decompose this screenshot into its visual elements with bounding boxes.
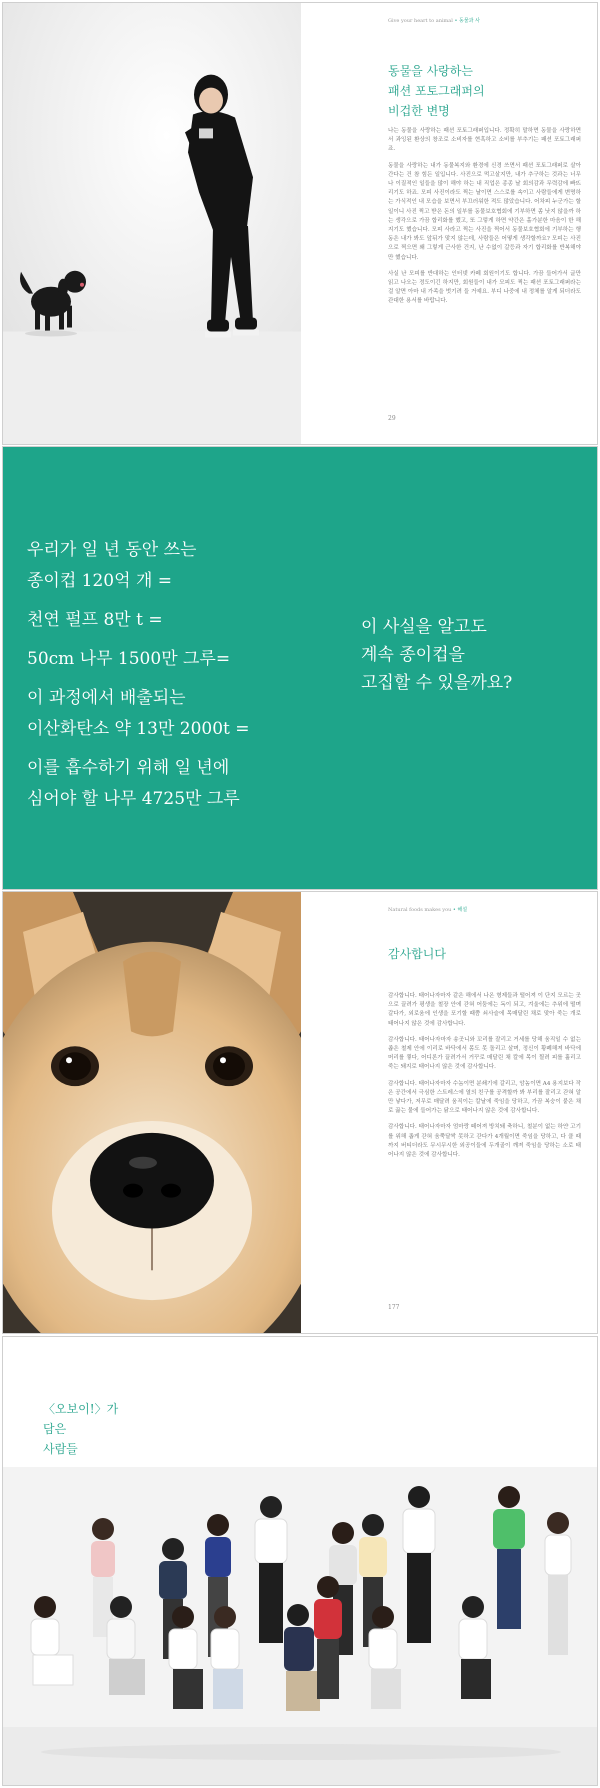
chapter-title-line: 동물을 사랑하는 xyxy=(388,64,473,78)
essay-body xyxy=(388,127,581,314)
essay-paragraph: 감사합니다. 태어나자마자 같은 해에서 나온 형제들과 떨어져 이 단지 모르는 곳으로 끌려가 평생을 철장 안에 갇혀 어둠에는 독이 되고, 겨울에는 추위에 떨며 갈다가, 외로움에 인생을 포기할 때쯤 쇠사슬에 목매달린 채로 맞아 죽는 개로 태어나지 않은 것에 감사합니다. xyxy=(388,993,581,1027)
paper-cup-statistics xyxy=(27,535,250,815)
statistic-line: 이 과정에서 배출되는 xyxy=(27,688,186,708)
statistic-line: 천연 펄프 8만 t = xyxy=(27,610,163,630)
chapter-title-line: 패션 포토그래퍼의 xyxy=(388,84,485,98)
essay-body xyxy=(388,992,581,1167)
statistic-line: 종이컵 120억 개 = xyxy=(27,571,173,591)
question-line: 이 사실을 알고도 xyxy=(361,617,487,637)
running-head-title: Give your heart to animal xyxy=(388,18,453,24)
running-head-section: • 해설 xyxy=(451,907,468,913)
running-head-title: Natural foods makes you xyxy=(388,907,452,913)
text-page xyxy=(303,3,597,444)
chapter-title xyxy=(388,61,485,121)
spread-thank-you xyxy=(2,891,598,1334)
essay-paragraph: 사실 난 모피를 반대하는 인터넷 카페 회원이기도 합니다. 가끔 들어가서 글만 읽고 나오는 정도이긴 하지만, 회원들이 내가 모피도 찍는 패션 포토그래퍼라는 걸 알면 아마 내 가족을 벗기려 들 거예요. 부디 나중에 내 정체를 알게 되더라도 관대한 용서를 바랍니다. xyxy=(388,270,581,305)
question-line: 계속 종이컵을 xyxy=(361,645,465,665)
spread-photographer xyxy=(2,2,598,445)
dog-face-closeup-photo xyxy=(3,892,301,1333)
spread-credits xyxy=(2,1336,598,1786)
essay-paragraph: 감사합니다. 태어나자마자 송곳니와 꼬리를 잘리고 거세를 당해 움직일 수 없는 좁은 철제 안에 이리로 바닥에서 몸도 못 돌리고 살며, 정신이 황폐해져 바닥에 머리를 찧다, 어디론가 끌려가서 거꾸로 매달린 채 칼에 목이 찔려 피를 흘리고 죽는 돼지로 태어나지 않은 것에 감사합니다. xyxy=(388,1036,581,1071)
credits-title-line: 담은 xyxy=(43,1422,67,1436)
essay-paragraph: 감사합니다. 태어나자마자 수놈이면 분쇄기에 갈리고, 암놈이면 A4 용지보다 작은 공간에서 극심한 스트레스에 열의 친구를 공격할까 봐 부리를 잘리고 갇혀 알만 낳다가, 저무로 매달려 움직이는 칼날에 죽임을 당하고, 가끔 복숭이 붙은 채로 끓는 물에 들어가는 닭으로 태어나지 않은 것에 감사합니다. xyxy=(388,1080,581,1115)
credits-title-line: 〈오보이!〉가 xyxy=(43,1402,119,1416)
chapter-title: 감사합니다 xyxy=(388,947,446,961)
essay-paragraph: 나는 동물을 사랑하는 패션 포토그래퍼입니다. 정확히 말하면 동물을 사랑하면서 과잉된 환상의 창조로 소비자를 현혹하고 소비를 부추기는 패션 포토그래퍼죠. xyxy=(388,128,581,153)
chapter-title-line: 비겁한 변명 xyxy=(388,104,450,118)
running-head-section: • 동물과 사 xyxy=(452,18,480,24)
statistic-line: 우리가 일 년 동안 쓰는 xyxy=(27,540,197,560)
running-head xyxy=(388,906,467,913)
statistic-line: 이산화탄소 약 13만 2000t = xyxy=(27,719,250,739)
question-line: 고집할 수 있을까요? xyxy=(361,673,513,693)
statistic-line: 심어야 할 나무 4725만 그루 xyxy=(27,789,240,809)
essay-paragraph: 동물을 사랑하는 내가 동물복지와 환경에 신경 쓰면서 패션 포토그래퍼로 살아간다는 건 참 힘든 일입니다. 사진으로 먹고살지만, 내가 추구하는 것과는 너무나 이질적인 일들을 많이 해야 하는 내 직업은 종종 날 회의감과 무력감에 빠뜨리기도 하죠. 모피 사진이라도 찍는 날이면 스스로를 속이고 사람들에게 변명하는 가식적인 내 모습을 보면서 부끄러워한 적도 많았습니다. 어차피 누군가는 할 일이니 사진 찍고 받은 돈의 일부를 동물보호협회에 기부하면 좀 낫지 않을까 하는 생각으로 가끔 합리화를 했고, 또 그렇게 하면 약간은 홀가분한 마음이 한 해지기도 했습니다. 모피 사라고 찍는 사진을 찍어서 동물보호협회에 기부하는 행동은 내가 봐도 앞뒤가 맞지 않는데, 사람들은 어떻게 생각할까요? 모피는 사진으로 찍으면 왜 그렇게 근사한 건지, 난 수없이 갈등과 자기 합리화를 반복해야만 했습니다. xyxy=(388,162,581,261)
statistic-line: 50cm 나무 1500만 그루= xyxy=(27,649,231,669)
page-number: 177 xyxy=(388,1304,400,1311)
group-photo-of-celebrities xyxy=(3,1467,598,1785)
essay-paragraph: 감사합니다. 태어나자마자 엄마랑 떼어져 방치돼 축하니, 철분이 없는 하얀 고기를 위해 좁게 갇혀 움쭉달싹 못하고 갇다가 4개월이면 죽임을 당하고, 다 클 때까지 버티더라도 무시무시한 외공이들에 두개골이 깨져 죽임을 당하는 소로 태어나지 않은 것에 감사합니다. xyxy=(388,1124,581,1159)
credits-title xyxy=(43,1399,118,1459)
statistic-line: 이를 흡수하기 위해 일 년에 xyxy=(27,758,230,778)
running-head xyxy=(388,17,480,24)
page-number: 29 xyxy=(388,415,396,422)
credits-title-line: 사람들 xyxy=(43,1442,78,1456)
text-page xyxy=(303,892,597,1333)
closing-question xyxy=(361,613,512,697)
spread-paper-cup-facts xyxy=(2,446,598,890)
photographer-with-dog-photo xyxy=(3,3,301,444)
